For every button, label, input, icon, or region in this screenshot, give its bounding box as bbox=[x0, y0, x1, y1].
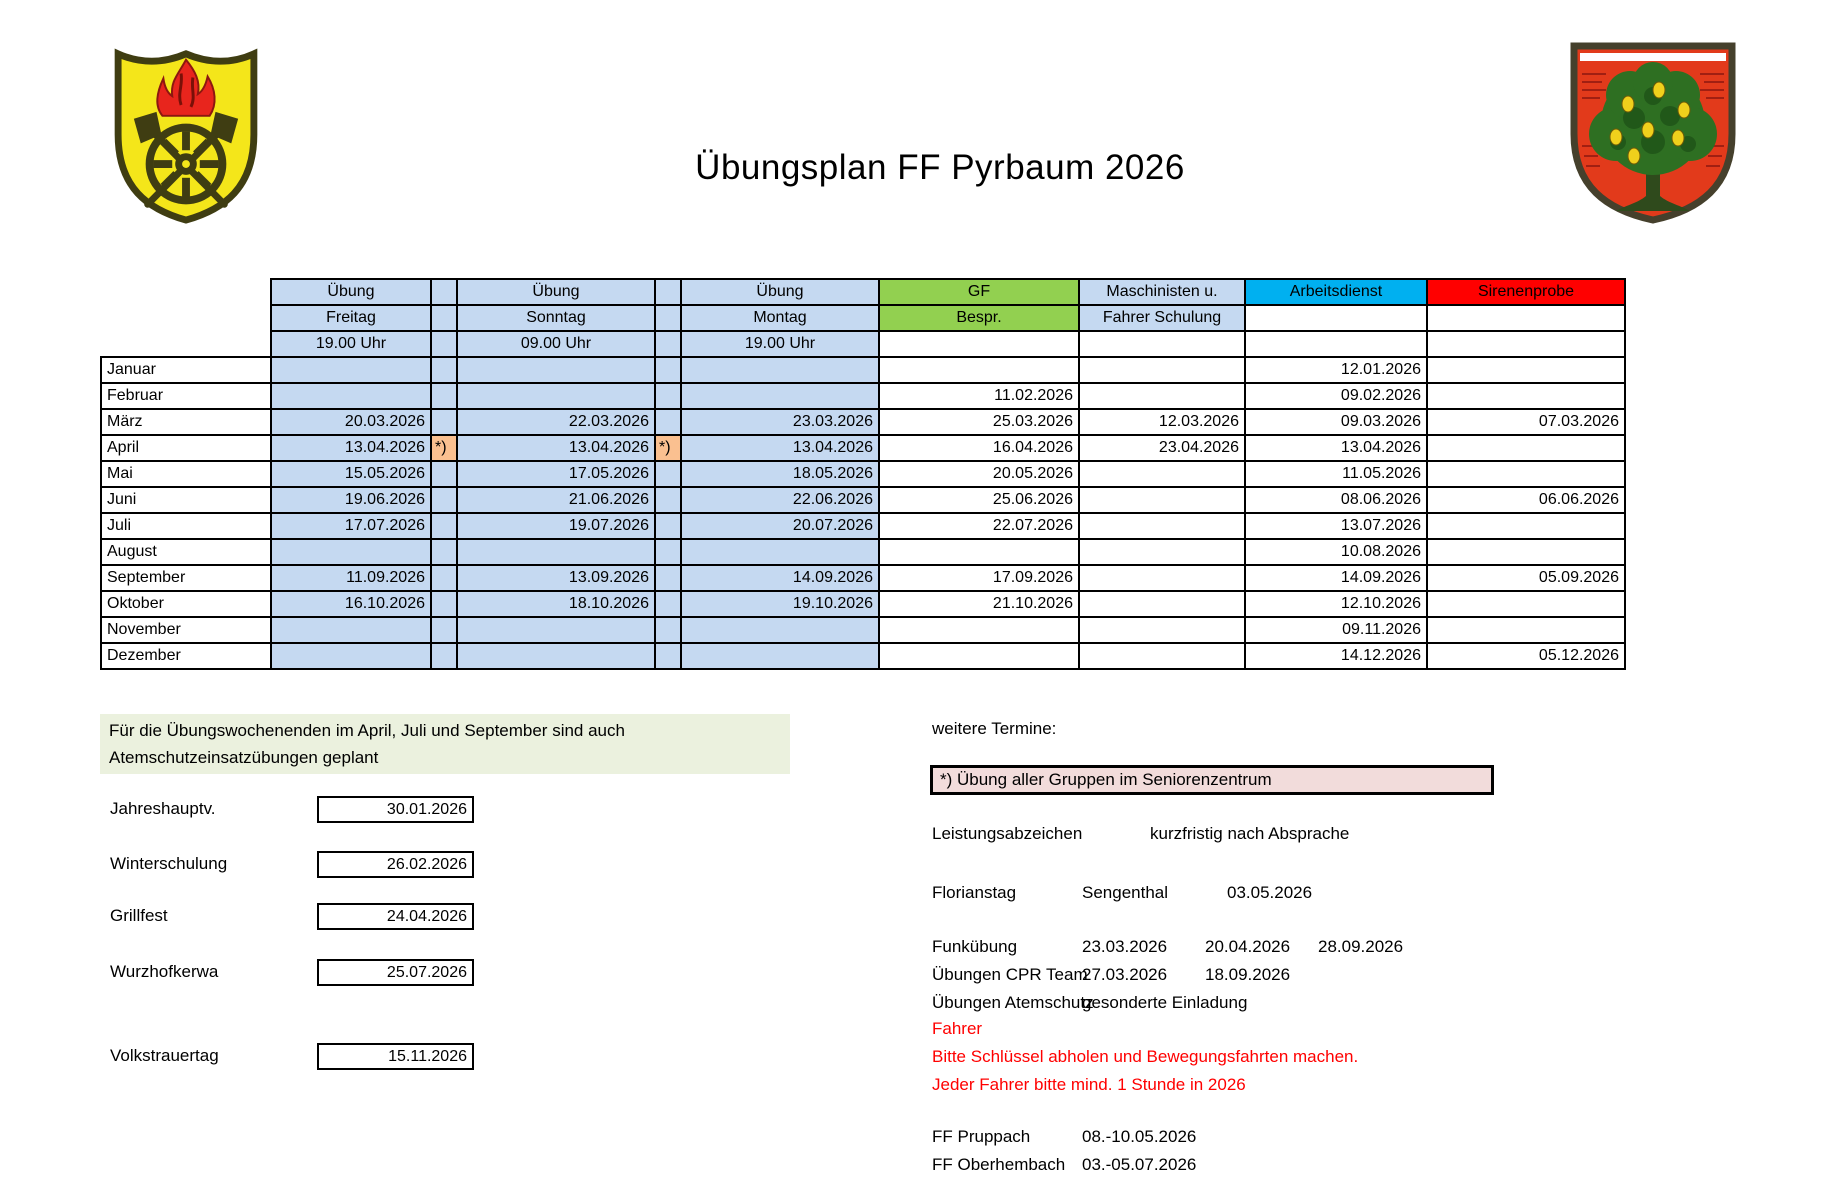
maschinisten-date bbox=[1079, 617, 1245, 643]
gf-bespr-date: 16.04.2026 bbox=[879, 435, 1079, 461]
header-row-2 bbox=[101, 305, 1625, 331]
sonntag-date bbox=[457, 357, 655, 383]
maschinisten-date bbox=[1079, 565, 1245, 591]
atemschutz-uebungen-label: Übungen Atemschutz bbox=[932, 993, 1094, 1012]
freitag-note bbox=[431, 617, 457, 643]
gf-bespr-date: 25.03.2026 bbox=[879, 409, 1079, 435]
event-date-box-grillfest: 24.04.2026 bbox=[317, 903, 474, 930]
month-label: Januar bbox=[101, 357, 271, 383]
gf-bespr-date: 17.09.2026 bbox=[879, 565, 1079, 591]
header-gap bbox=[431, 305, 457, 331]
sonntag-note bbox=[655, 357, 681, 383]
freitag-note bbox=[431, 565, 457, 591]
month-row bbox=[101, 643, 1625, 669]
atemschutz-uebungen-value: gesonderte Einladung bbox=[1082, 993, 1248, 1012]
freitag-date bbox=[271, 383, 431, 409]
freitag-note: *) bbox=[431, 435, 457, 461]
ff-pruppach-date: 08.-10.05.2026 bbox=[1082, 1127, 1197, 1146]
freitag-note bbox=[431, 591, 457, 617]
month-row bbox=[101, 513, 1625, 539]
funkuebung-date-2: 20.04.2026 bbox=[1205, 937, 1291, 956]
month-row bbox=[101, 383, 1625, 409]
event-label-jahreshauptversammlung: Jahreshauptv. bbox=[110, 799, 216, 818]
sonntag-date: 17.05.2026 bbox=[457, 461, 655, 487]
header-gap bbox=[431, 279, 457, 305]
sonntag-date bbox=[457, 643, 655, 669]
sirenenprobe-date bbox=[1427, 383, 1625, 409]
header-montag-time: 19.00 Uhr bbox=[681, 331, 879, 357]
montag-date: 23.03.2026 bbox=[681, 409, 879, 435]
arbeitsdienst-date: 09.11.2026 bbox=[1245, 617, 1427, 643]
month-label: Dezember bbox=[101, 643, 271, 669]
sonntag-note bbox=[655, 383, 681, 409]
header-uebung-freitag: Übung bbox=[271, 279, 431, 305]
freitag-date: 13.04.2026 bbox=[271, 435, 431, 461]
header-sonntag-time: 09.00 Uhr bbox=[457, 331, 655, 357]
sirenenprobe-date bbox=[1427, 591, 1625, 617]
sonntag-note bbox=[655, 461, 681, 487]
header-blank bbox=[101, 331, 271, 357]
montag-date bbox=[681, 383, 879, 409]
sirenenprobe-date bbox=[1427, 435, 1625, 461]
event-date-box-wurzhofkerwa: 25.07.2026 bbox=[317, 959, 474, 986]
florianstag-date: 03.05.2026 bbox=[1227, 883, 1313, 902]
event-date-box-winterschulung: 26.02.2026 bbox=[317, 851, 474, 878]
montag-date: 22.06.2026 bbox=[681, 487, 879, 513]
maschinisten-date bbox=[1079, 461, 1245, 487]
fire-brigade-crest-icon bbox=[112, 44, 260, 226]
freitag-date: 11.09.2026 bbox=[271, 565, 431, 591]
month-label: April bbox=[101, 435, 271, 461]
sonntag-note bbox=[655, 409, 681, 435]
arbeitsdienst-date: 13.07.2026 bbox=[1245, 513, 1427, 539]
header-gap bbox=[655, 279, 681, 305]
month-label: November bbox=[101, 617, 271, 643]
freitag-note bbox=[431, 409, 457, 435]
atemschutz-note bbox=[100, 714, 790, 774]
header-blank bbox=[101, 279, 271, 305]
header-empty bbox=[1245, 331, 1427, 357]
month-label: August bbox=[101, 539, 271, 565]
sirenenprobe-date: 07.03.2026 bbox=[1427, 409, 1625, 435]
header-uebung-sonntag: Übung bbox=[457, 279, 655, 305]
montag-date: 13.04.2026 bbox=[681, 435, 879, 461]
maschinisten-date: 12.03.2026 bbox=[1079, 409, 1245, 435]
sonntag-date: 13.09.2026 bbox=[457, 565, 655, 591]
event-date-box-jahreshauptversammlung: 30.01.2026 bbox=[317, 796, 474, 823]
month-label: Juni bbox=[101, 487, 271, 513]
header-fahrer-schulung: Fahrer Schulung bbox=[1079, 305, 1245, 331]
montag-date: 20.07.2026 bbox=[681, 513, 879, 539]
freitag-note bbox=[431, 461, 457, 487]
month-label: Mai bbox=[101, 461, 271, 487]
weitere-termine-heading: weitere Termine: bbox=[932, 719, 1057, 738]
sonntag-date: 19.07.2026 bbox=[457, 513, 655, 539]
header-blank bbox=[101, 305, 271, 331]
gf-bespr-date: 11.02.2026 bbox=[879, 383, 1079, 409]
header-sirenenprobe: Sirenenprobe bbox=[1427, 279, 1625, 305]
maschinisten-date bbox=[1079, 383, 1245, 409]
funkuebung-date-1: 23.03.2026 bbox=[1082, 937, 1168, 956]
fire-brigade-crest-logo bbox=[112, 44, 260, 226]
leistungsabzeichen-value: kurzfristig nach Absprache bbox=[1150, 824, 1350, 843]
freitag-note bbox=[431, 643, 457, 669]
freitag-note bbox=[431, 513, 457, 539]
montag-date bbox=[681, 357, 879, 383]
month-row bbox=[101, 461, 1625, 487]
sonntag-date: 21.06.2026 bbox=[457, 487, 655, 513]
montag-date: 18.05.2026 bbox=[681, 461, 879, 487]
sonntag-note bbox=[655, 513, 681, 539]
sonntag-note bbox=[655, 643, 681, 669]
header-sonntag-day: Sonntag bbox=[457, 305, 655, 331]
sirenenprobe-date: 05.12.2026 bbox=[1427, 643, 1625, 669]
freitag-note bbox=[431, 539, 457, 565]
sonntag-date: 18.10.2026 bbox=[457, 591, 655, 617]
maschinisten-date bbox=[1079, 643, 1245, 669]
freitag-date: 20.03.2026 bbox=[271, 409, 431, 435]
month-row bbox=[101, 487, 1625, 513]
fahrer-note-line3: Jeder Fahrer bitte mind. 1 Stunde in 2026 bbox=[932, 1075, 1246, 1094]
sirenenprobe-date bbox=[1427, 539, 1625, 565]
header-gf: GF bbox=[879, 279, 1079, 305]
header-maschinisten: Maschinisten u. bbox=[1079, 279, 1245, 305]
page-title: Übungsplan FF Pyrbaum 2026 bbox=[695, 148, 1185, 187]
month-row bbox=[101, 409, 1625, 435]
sonntag-note bbox=[655, 487, 681, 513]
header-gf-bespr: Bespr. bbox=[879, 305, 1079, 331]
freitag-date bbox=[271, 357, 431, 383]
sirenenprobe-date bbox=[1427, 461, 1625, 487]
sonntag-date bbox=[457, 383, 655, 409]
gf-bespr-date bbox=[879, 617, 1079, 643]
freitag-note bbox=[431, 487, 457, 513]
pyrbaum-coat-of-arms-logo bbox=[1566, 38, 1740, 228]
montag-date: 19.10.2026 bbox=[681, 591, 879, 617]
sirenenprobe-date bbox=[1427, 617, 1625, 643]
arbeitsdienst-date: 13.04.2026 bbox=[1245, 435, 1427, 461]
sonntag-note bbox=[655, 539, 681, 565]
header-arbeitsdienst: Arbeitsdienst bbox=[1245, 279, 1427, 305]
montag-date bbox=[681, 643, 879, 669]
freitag-date bbox=[271, 643, 431, 669]
header-empty bbox=[1427, 331, 1625, 357]
cpr-team-date-2: 18.09.2026 bbox=[1205, 965, 1291, 984]
seniorenzentrum-note-box: *) Übung aller Gruppen im Seniorenzentrum bbox=[930, 765, 1494, 795]
gf-bespr-date: 22.07.2026 bbox=[879, 513, 1079, 539]
event-label-grillfest: Grillfest bbox=[110, 906, 168, 925]
month-label: März bbox=[101, 409, 271, 435]
header-row-3 bbox=[101, 331, 1625, 357]
arbeitsdienst-date: 14.09.2026 bbox=[1245, 565, 1427, 591]
maschinisten-date: 23.04.2026 bbox=[1079, 435, 1245, 461]
sirenenprobe-date: 06.06.2026 bbox=[1427, 487, 1625, 513]
arbeitsdienst-date: 10.08.2026 bbox=[1245, 539, 1427, 565]
event-date-box-volkstrauertag: 15.11.2026 bbox=[317, 1043, 474, 1070]
freitag-note bbox=[431, 357, 457, 383]
montag-date bbox=[681, 539, 879, 565]
event-label-winterschulung: Winterschulung bbox=[110, 854, 228, 873]
montag-date bbox=[681, 617, 879, 643]
sirenenprobe-date: 05.09.2026 bbox=[1427, 565, 1625, 591]
month-row bbox=[101, 617, 1625, 643]
maschinisten-date bbox=[1079, 357, 1245, 383]
sonntag-date: 22.03.2026 bbox=[457, 409, 655, 435]
freitag-date: 16.10.2026 bbox=[271, 591, 431, 617]
gf-bespr-date bbox=[879, 643, 1079, 669]
fahrer-note-line1: Fahrer bbox=[932, 1019, 983, 1038]
sirenenprobe-date bbox=[1427, 357, 1625, 383]
gf-bespr-date: 21.10.2026 bbox=[879, 591, 1079, 617]
arbeitsdienst-date: 12.01.2026 bbox=[1245, 357, 1427, 383]
sonntag-note bbox=[655, 591, 681, 617]
atemschutz-note-line1: Für die Übungswochenenden im April, Juli und September sind auch bbox=[109, 721, 625, 740]
month-row bbox=[101, 435, 1625, 461]
header-gap bbox=[655, 305, 681, 331]
sonntag-note bbox=[655, 617, 681, 643]
header-freitag-time: 19.00 Uhr bbox=[271, 331, 431, 357]
maschinisten-date bbox=[1079, 591, 1245, 617]
freitag-date: 19.06.2026 bbox=[271, 487, 431, 513]
freitag-note bbox=[431, 383, 457, 409]
maschinisten-date bbox=[1079, 539, 1245, 565]
ff-pruppach-label: FF Pruppach bbox=[932, 1127, 1031, 1146]
month-label: Oktober bbox=[101, 591, 271, 617]
arbeitsdienst-date: 09.02.2026 bbox=[1245, 383, 1427, 409]
arbeitsdienst-date: 08.06.2026 bbox=[1245, 487, 1427, 513]
header-uebung-montag: Übung bbox=[681, 279, 879, 305]
arbeitsdienst-date: 11.05.2026 bbox=[1245, 461, 1427, 487]
fahrer-note-line2: Bitte Schlüssel abholen und Bewegungsfahrten machen. bbox=[932, 1047, 1359, 1066]
gf-bespr-date bbox=[879, 357, 1079, 383]
florianstag-label: Florianstag bbox=[932, 883, 1017, 902]
header-freitag-day: Freitag bbox=[271, 305, 431, 331]
plan-table bbox=[100, 278, 1626, 670]
month-row bbox=[101, 591, 1625, 617]
gf-bespr-date: 20.05.2026 bbox=[879, 461, 1079, 487]
freitag-date bbox=[271, 617, 431, 643]
maschinisten-date bbox=[1079, 487, 1245, 513]
freitag-date: 15.05.2026 bbox=[271, 461, 431, 487]
header-montag-day: Montag bbox=[681, 305, 879, 331]
leistungsabzeichen-label: Leistungsabzeichen bbox=[932, 824, 1083, 843]
event-label-volkstrauertag: Volkstrauertag bbox=[110, 1046, 219, 1065]
gf-bespr-date: 25.06.2026 bbox=[879, 487, 1079, 513]
header-empty bbox=[1427, 305, 1625, 331]
sonntag-date: 13.04.2026 bbox=[457, 435, 655, 461]
funkuebung-date-3: 28.09.2026 bbox=[1318, 937, 1404, 956]
header-empty bbox=[879, 331, 1079, 357]
sonntag-note bbox=[655, 565, 681, 591]
arbeitsdienst-date: 12.10.2026 bbox=[1245, 591, 1427, 617]
funkuebung-label: Funkübung bbox=[932, 937, 1018, 956]
cpr-team-date-1: 27.03.2026 bbox=[1082, 965, 1168, 984]
header-gap bbox=[431, 331, 457, 357]
gf-bespr-date bbox=[879, 539, 1079, 565]
atemschutz-note-line2: Atemschutzeinsatzübungen geplant bbox=[109, 748, 379, 767]
header-row-1 bbox=[101, 279, 1625, 305]
freitag-date bbox=[271, 539, 431, 565]
header-empty bbox=[1245, 305, 1427, 331]
arbeitsdienst-date: 09.03.2026 bbox=[1245, 409, 1427, 435]
sirenenprobe-date bbox=[1427, 513, 1625, 539]
month-label: Februar bbox=[101, 383, 271, 409]
arbeitsdienst-date: 14.12.2026 bbox=[1245, 643, 1427, 669]
month-row bbox=[101, 565, 1625, 591]
month-label: Juli bbox=[101, 513, 271, 539]
month-row bbox=[101, 539, 1625, 565]
sonntag-date bbox=[457, 539, 655, 565]
training-plan-table bbox=[100, 278, 1626, 670]
cpr-team-label: Übungen CPR Team bbox=[932, 965, 1088, 984]
florianstag-place: Sengenthal bbox=[1082, 883, 1169, 902]
header-empty bbox=[1079, 331, 1245, 357]
sonntag-note: *) bbox=[655, 435, 681, 461]
sonntag-date bbox=[457, 617, 655, 643]
month-row bbox=[101, 357, 1625, 383]
ff-oberhembach-date: 03.-05.07.2026 bbox=[1082, 1155, 1197, 1174]
ff-oberhembach-label: FF Oberhembach bbox=[932, 1155, 1066, 1174]
pear-tree-crest-icon bbox=[1566, 38, 1740, 228]
event-label-wurzhofkerwa: Wurzhofkerwa bbox=[110, 962, 219, 981]
maschinisten-date bbox=[1079, 513, 1245, 539]
montag-date: 14.09.2026 bbox=[681, 565, 879, 591]
header-gap bbox=[655, 331, 681, 357]
freitag-date: 17.07.2026 bbox=[271, 513, 431, 539]
month-label: September bbox=[101, 565, 271, 591]
